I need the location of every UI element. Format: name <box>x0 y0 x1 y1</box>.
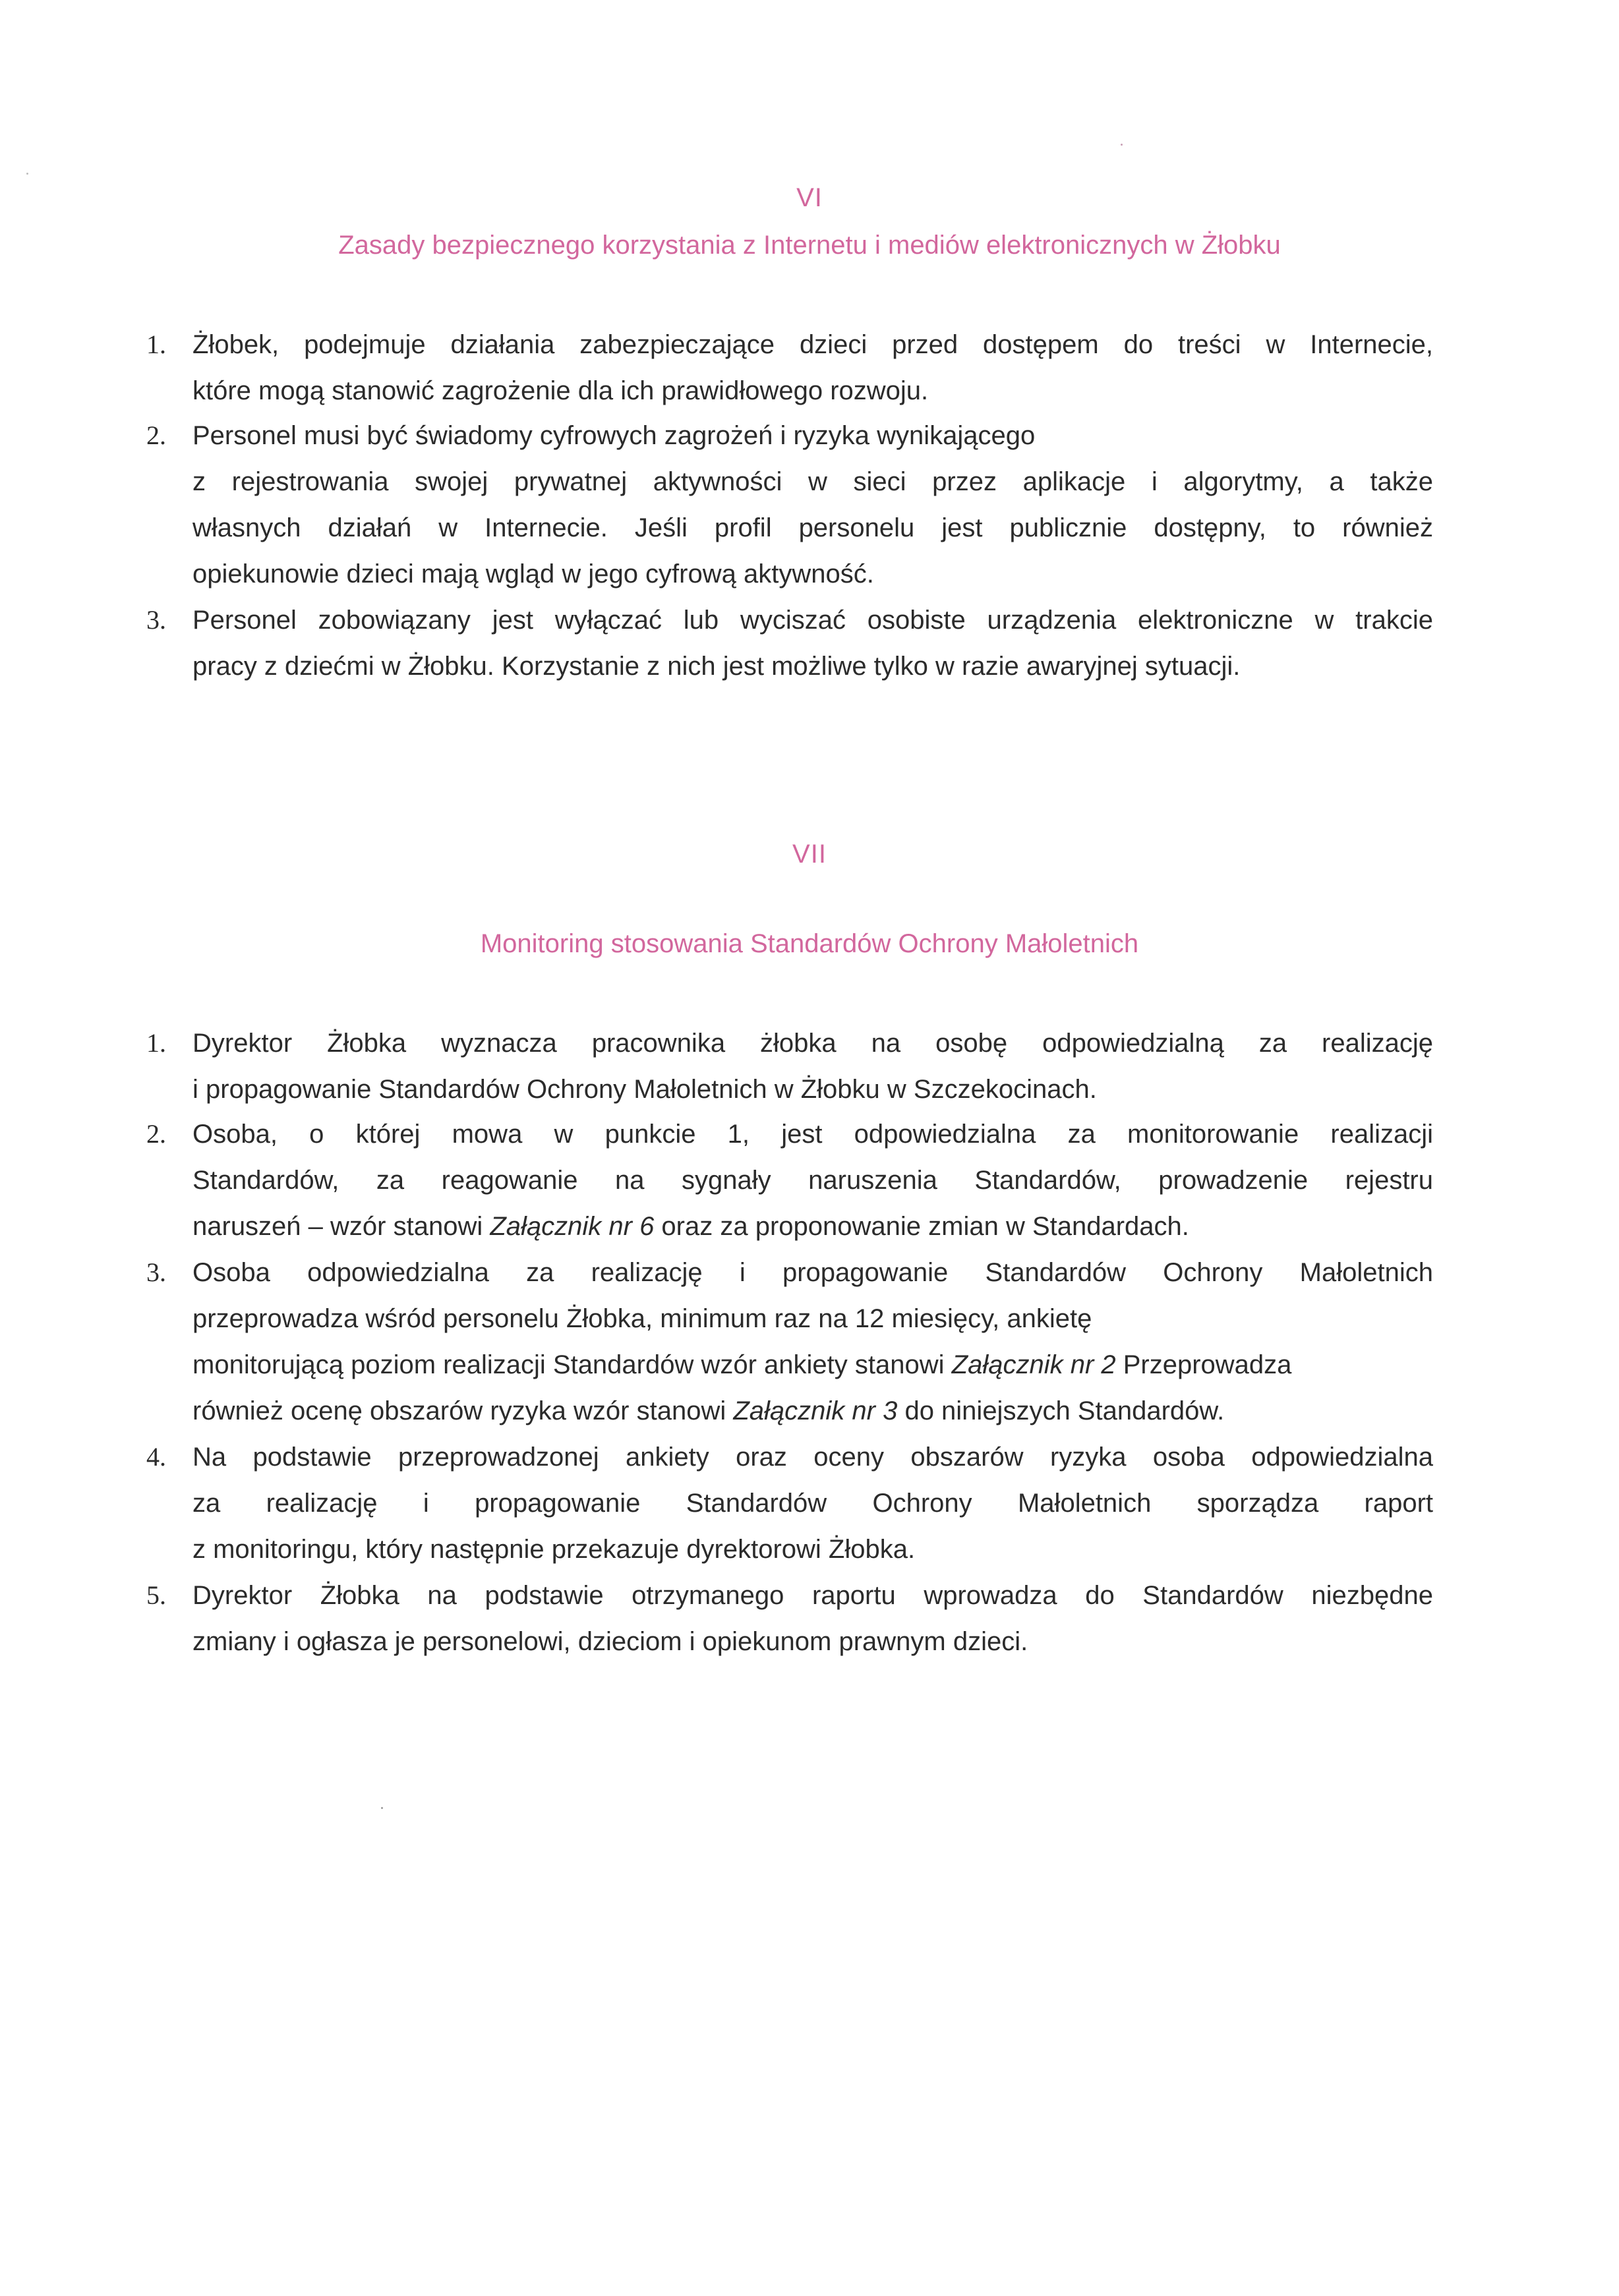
text-fragment: oraz za proponowanie zmian w Standardach. <box>654 1212 1189 1241</box>
scan-speck <box>26 173 28 175</box>
list-item <box>192 1434 1433 1572</box>
section-number: VII <box>792 840 827 869</box>
text-line: przeprowadza wśród personelu Żłobka, minimum raz na 12 miesięcy, ankietę <box>192 1304 1092 1333</box>
list-item-number: 3. <box>146 605 166 635</box>
list-item-number: 1. <box>146 330 166 359</box>
list-item-number: 1. <box>146 1028 166 1058</box>
text-fragment: do niniejszych Standardów. <box>897 1396 1225 1425</box>
text-line-with-italic <box>192 1342 1433 1388</box>
text-line: zmiany i ogłasza je personelowi, dzieciom i opiekunom prawnym dzieci. <box>192 1627 1028 1656</box>
text-line: Żłobek, podejmuje działania zabezpieczające dzieci przed dostępem do treści w Internecie, <box>192 330 1433 359</box>
section-number: VI <box>796 183 823 212</box>
text-line: Standardów, za reagowanie na sygnały naruszenia Standardów, prowadzenie rejestru <box>192 1166 1433 1195</box>
text-fragment: Przeprowadza <box>1115 1350 1292 1379</box>
list-item <box>192 1572 1433 1665</box>
text-line-with-italic <box>192 1388 1433 1434</box>
text-line: z rejestrowania swojej prywatnej aktywności w sieci przez aplikacje i algorytmy, a także <box>192 467 1433 496</box>
text-line: pracy z dziećmi w Żłobku. Korzystanie z nich jest możliwe tylko w razie awaryjnej sytuacji. <box>192 652 1241 681</box>
text-line: własnych działań w Internecie. Jeśli profil personelu jest publicznie dostępny, to również <box>192 513 1433 542</box>
text-line-with-italic <box>192 1203 1433 1249</box>
text-line: Personel zobowiązany jest wyłączać lub wyciszać osobiste urządzenia elektroniczne w trakcie <box>192 606 1433 635</box>
attachment-reference: Załącznik nr 3 <box>733 1396 898 1425</box>
text-line: które mogą stanowić zagrożenie dla ich prawidłowego rozwoju. <box>192 376 929 405</box>
text-line: za realizację i propagowanie Standardów Ochrony Małoletnich sporządza raport <box>192 1489 1433 1518</box>
text-fragment: również ocenę obszarów ryzyka wzór stanowi <box>192 1396 734 1425</box>
attachment-reference: Załącznik nr 6 <box>490 1212 655 1241</box>
text-line: Na podstawie przeprowadzonej ankiety oraz oceny obszarów ryzyka osoba odpowiedzialna <box>192 1443 1433 1472</box>
list-item <box>192 1020 1433 1112</box>
scan-speck <box>381 1807 383 1809</box>
text-line: Osoba odpowiedzialna za realizację i propagowanie Standardów Ochrony Małoletnich <box>192 1258 1433 1287</box>
text-line: i propagowanie Standardów Ochrony Małoletnich w Żłobku w Szczekocinach. <box>192 1075 1097 1104</box>
section-title: Zasady bezpiecznego korzystania z Internetu i mediów elektronicznych w Żłobku <box>338 231 1281 260</box>
list-item-number: 3. <box>146 1257 166 1287</box>
text-fragment: monitorującą poziom realizacji Standardów wzór ankiety stanowi <box>192 1350 952 1379</box>
list-item <box>192 1249 1433 1434</box>
text-line: z monitoringu, który następnie przekazuje dyrektorowi Żłobka. <box>192 1535 916 1564</box>
scan-speck <box>1121 144 1123 146</box>
text-fragment: naruszeń – wzór stanowi <box>192 1212 490 1241</box>
text-line: Dyrektor Żłobka na podstawie otrzymanego raportu wprowadza do Standardów niezbędne <box>192 1581 1433 1610</box>
section-title: Monitoring stosowania Standardów Ochrony Małoletnich <box>480 929 1139 958</box>
attachment-reference: Załącznik nr 2 <box>951 1350 1116 1379</box>
list-item-number: 2. <box>146 1119 166 1149</box>
text-line: Personel musi być świadomy cyfrowych zagrożeń i ryzyka wynikającego <box>192 421 1036 450</box>
text-line: Dyrektor Żłobka wyznacza pracownika żłobka na osobę odpowiedzialną za realizację <box>192 1029 1433 1058</box>
list-item-number: 4. <box>146 1442 166 1472</box>
list-item <box>192 322 1433 414</box>
list-item-number: 2. <box>146 420 166 450</box>
text-line: opiekunowie dzieci mają wgląd w jego cyfrową aktywność. <box>192 560 874 588</box>
list-item <box>192 1111 1433 1249</box>
list-item <box>192 413 1433 597</box>
list-item <box>192 597 1433 689</box>
list-item-number: 5. <box>146 1580 166 1610</box>
text-line: Osoba, o której mowa w punkcie 1, jest odpowiedzialna za monitorowanie realizacji <box>192 1120 1433 1149</box>
